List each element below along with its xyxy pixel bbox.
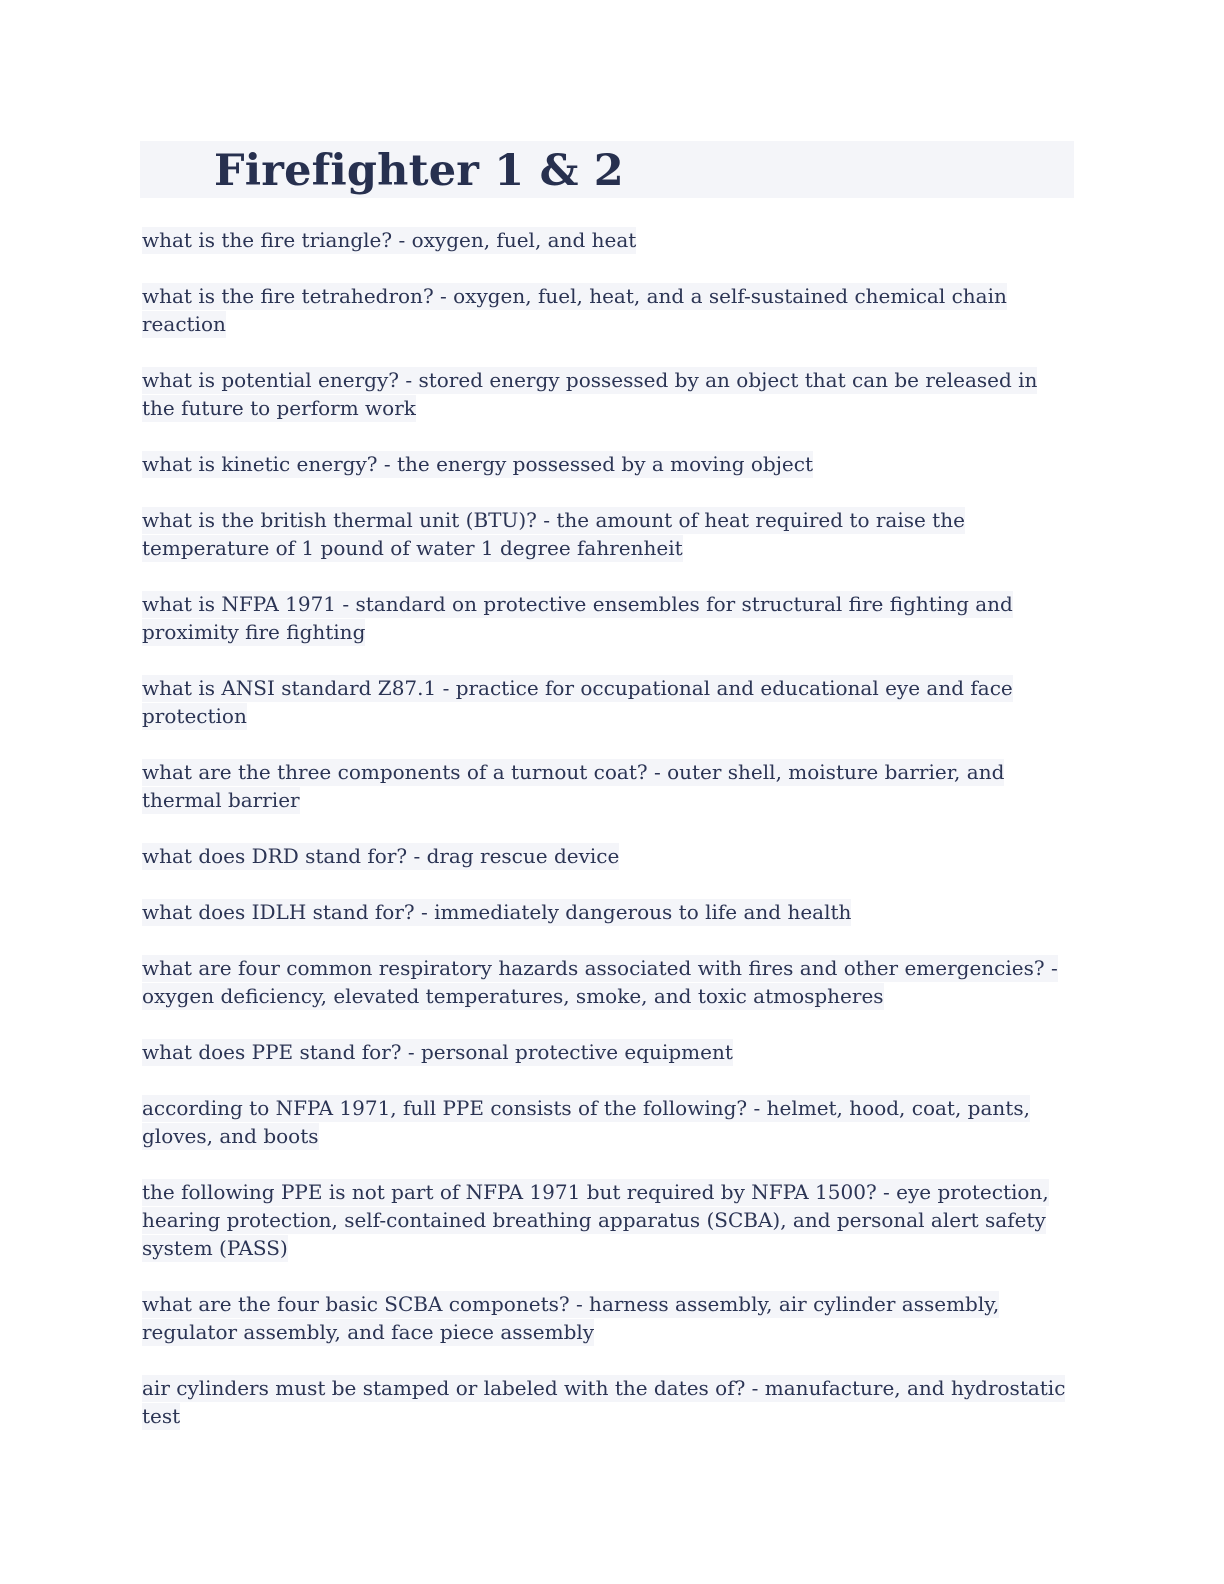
qa-text: what is the fire tetrahedron? - oxygen, fuel, heat, and a self-sustained chemical chain reaction	[142, 284, 1007, 336]
qa-text: what does PPE stand for? - personal protective equipment	[142, 1040, 733, 1064]
qa-list	[140, 226, 1074, 1430]
qa-text: what is the british thermal unit (BTU)? - the amount of heat required to raise the temperature of 1 pound of water 1 degree fahrenheit	[142, 508, 965, 560]
qa-text: what is the fire triangle? - oxygen, fuel, and heat	[142, 228, 637, 252]
qa-item	[140, 898, 1074, 926]
qa-item	[140, 674, 1074, 730]
qa-text: what does DRD stand for? - drag rescue device	[142, 844, 620, 868]
qa-item	[140, 590, 1074, 646]
qa-item	[140, 842, 1074, 870]
document-page	[140, 141, 1074, 1458]
qa-item	[140, 366, 1074, 422]
qa-text: what are the four basic SCBA componets? - harness assembly, air cylinder assembly, regulator assembly, and face piece assembly	[142, 1292, 1000, 1344]
title-band	[140, 141, 1074, 198]
qa-text: the following PPE is not part of NFPA 1971 but required by NFPA 1500? - eye protection, hearing protection, self-contained breathing apparatus (SCBA), and personal alert safety system (PASS)	[142, 1180, 1049, 1260]
qa-text: what is NFPA 1971 - standard on protective ensembles for structural fire fighting and proximity fire fighting	[142, 592, 1013, 644]
qa-item	[140, 1038, 1074, 1066]
qa-item	[140, 282, 1074, 338]
qa-text: what is kinetic energy? - the energy possessed by a moving object	[142, 452, 813, 476]
qa-item	[140, 1178, 1074, 1262]
qa-item	[140, 450, 1074, 478]
qa-text: air cylinders must be stamped or labeled with the dates of? - manufacture, and hydrostatic test	[142, 1376, 1066, 1428]
qa-item	[140, 1374, 1074, 1430]
qa-text: what is potential energy? - stored energy possessed by an object that can be released in the future to perform work	[142, 368, 1038, 420]
document-title: Firefighter 1 & 2	[214, 146, 624, 196]
qa-text: what are four common respiratory hazards associated with fires and other emergencies? - oxygen deficiency, elevated temperatures, smoke, and toxic atmospheres	[142, 956, 1058, 1008]
qa-text: what are the three components of a turnout coat? - outer shell, moisture barrier, and thermal barrier	[142, 760, 1005, 812]
qa-item	[140, 1290, 1074, 1346]
qa-item	[140, 506, 1074, 562]
qa-item	[140, 954, 1074, 1010]
qa-item	[140, 226, 1074, 254]
qa-item	[140, 758, 1074, 814]
qa-text: what is ANSI standard Z87.1 - practice for occupational and educational eye and face protection	[142, 676, 1013, 728]
qa-item	[140, 1094, 1074, 1150]
qa-text: according to NFPA 1971, full PPE consists of the following? - helmet, hood, coat, pants, gloves, and boots	[142, 1096, 1030, 1148]
qa-text: what does IDLH stand for? - immediately dangerous to life and health	[142, 900, 852, 924]
